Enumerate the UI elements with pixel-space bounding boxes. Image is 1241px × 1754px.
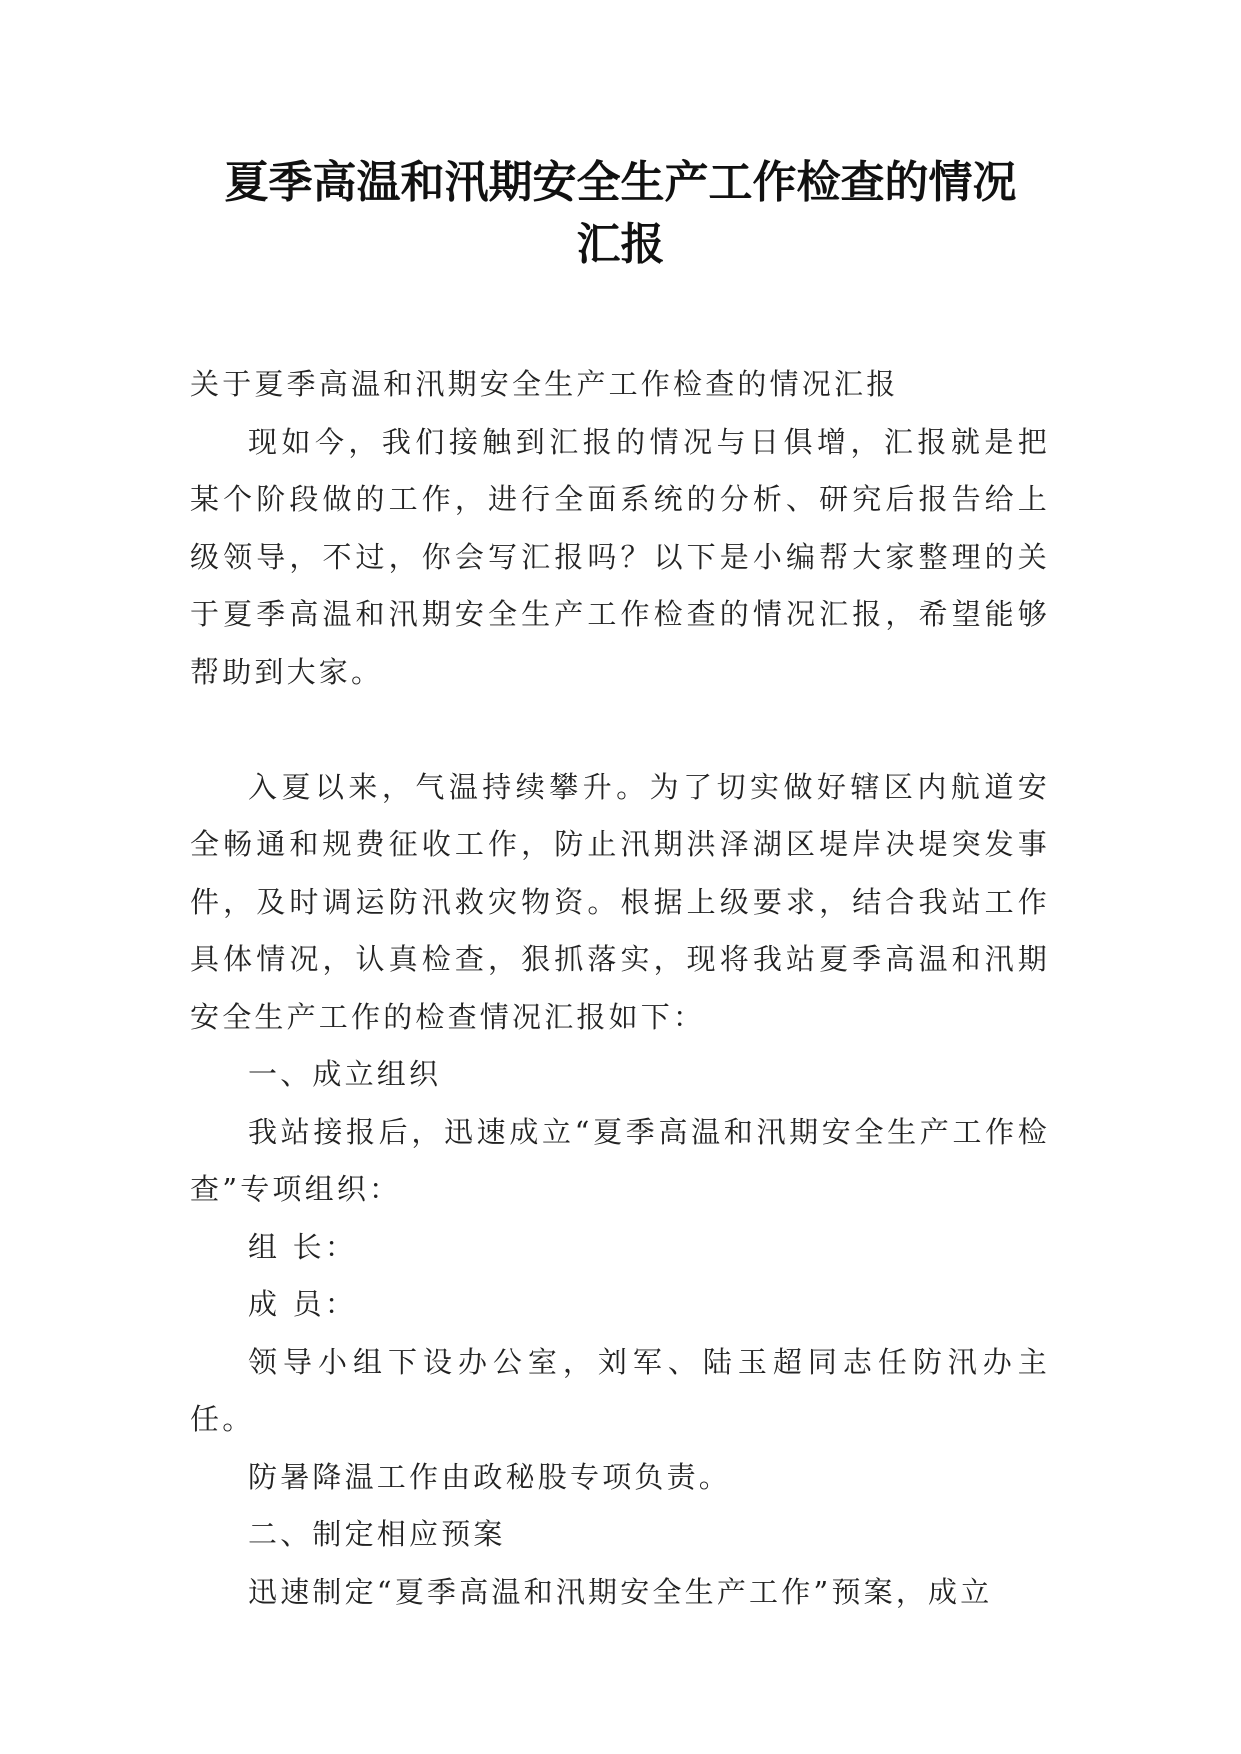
office-paragraph: 领导小组下设办公室，刘军、陆玉超同志任防汛办主任。 [190, 1344, 1050, 1436]
title-line-1: 夏季高温和汛期安全生产工作检查的情况 [224, 157, 1017, 208]
intro-paragraph: 现如今，我们接触到汇报的情况与日俱增，汇报就是把某个阶段做的工作，进行全面系统的分析、研究后报告给上级领导，不过，你会写汇报吗？以下是小编帮大家整理的关于夏季高温和汛期安全生产工作检查的情况汇报，希望能够帮助到大家。 [190, 424, 1050, 689]
heat-prevention-paragraph: 防暑降温工作由政秘股专项负责。 [248, 1459, 732, 1494]
group-leader-line: 组 长： [248, 1229, 358, 1264]
group-members-line: 成 员： [248, 1287, 358, 1321]
document-title [150, 152, 1091, 276]
subtitle-paragraph: 关于夏季高温和汛期安全生产工作检查的情况汇报 [190, 367, 899, 401]
section-heading-2: 二、制定相应预案 [248, 1517, 506, 1551]
title-line-2: 汇报 [576, 219, 665, 270]
section-heading-1: 一、成立组织 [248, 1057, 442, 1091]
blank-line [190, 701, 1050, 759]
plan-paragraph: 迅速制定“夏季高温和汛期安全生产工作”预案，成立 [248, 1574, 993, 1609]
organization-paragraph: 我站接报后，迅速成立“夏季高温和汛期安全生产工作检查”专项组织： [190, 1114, 1050, 1206]
summary-paragraph: 入夏以来，气温持续攀升。为了切实做好辖区内航道安全畅通和规费征收工作，防止汛期洪泽湖区堤岸决堤突发事件，及时调运防汛救灾物资。根据上级要求，结合我站工作具体情况，认真检查，狠抓落实，现将我站夏季高温和汛期安全生产工作的检查情况汇报如下： [190, 769, 1050, 1034]
document-body [190, 356, 1050, 1621]
